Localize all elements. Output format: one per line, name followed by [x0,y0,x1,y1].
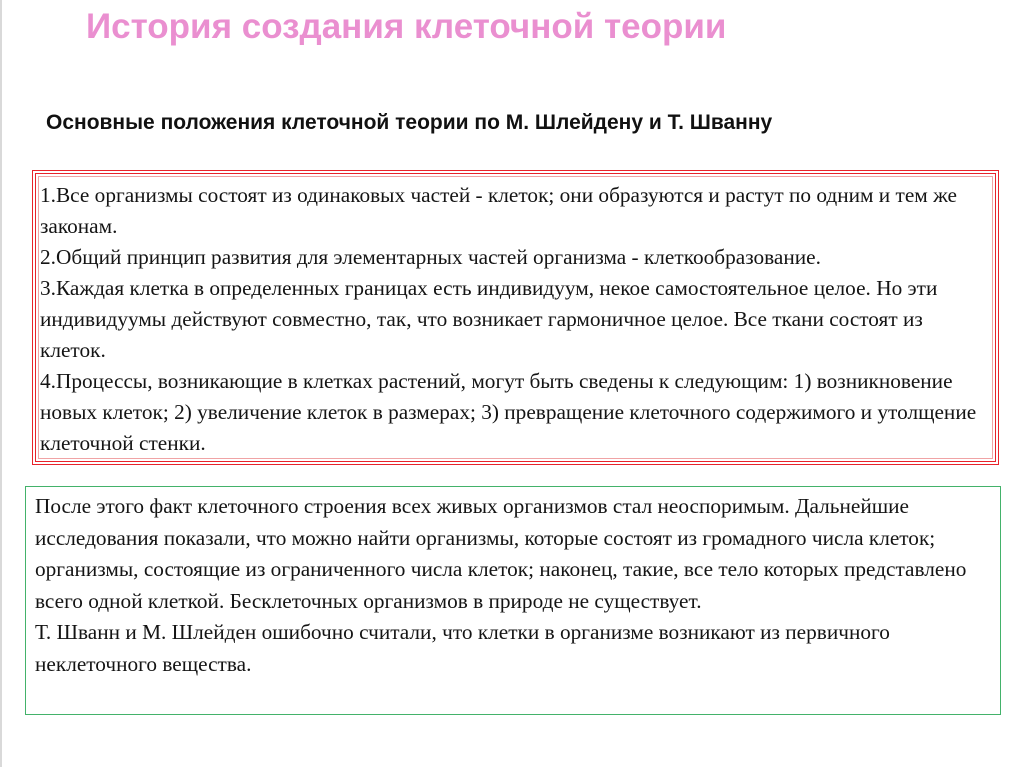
principle-item: 1.Все организмы состоят из одинаковых частей - клеток; они образуются и растут по одним и тем же законам. [40,183,957,238]
principles-list [40,180,990,459]
note-text [35,491,995,680]
slide-title: История создания клеточной теории [86,7,727,46]
slide-edge-line [0,0,2,767]
slide-subtitle: Основные положения клеточной теории по М. Шлейдену и Т. Шванну [46,111,773,134]
principle-item: 4.Процессы, возникающие в клетках растений, могут быть сведены к следующим: 1) возникновение новых клеток; 2) увеличение клеток в размерах; 3) превращение клеточного содержимого и утолщение клеточной стенки. [40,369,977,455]
principle-item: 2.Общий принцип развития для элементарных частей организма - клеткообразование. [40,245,821,269]
note-paragraph: Т. Шванн и М. Шлейден ошибочно считали, что клетки в организме возникают из первичного неклеточного вещества. [35,620,890,676]
principle-item: 3.Каждая клетка в определенных границах есть индивидуум, некое самостоятельное целое. Но эти индивидуумы действуют совместно, так, что возникает гармоничное целое. Все ткани состоят из клеток. [40,276,938,362]
note-paragraph: После этого факт клеточного строения всех живых организмов стал неоспоримым. Дальнейшие исследования показали, что можно найти организмы, которые состоят из громадного числа клеток; организмы, состоящие из ограниченного числа клеток; наконец, такие, все тело которых представлено всего одной клеткой. Бесклеточных организмов в природе не существует. [35,494,967,613]
